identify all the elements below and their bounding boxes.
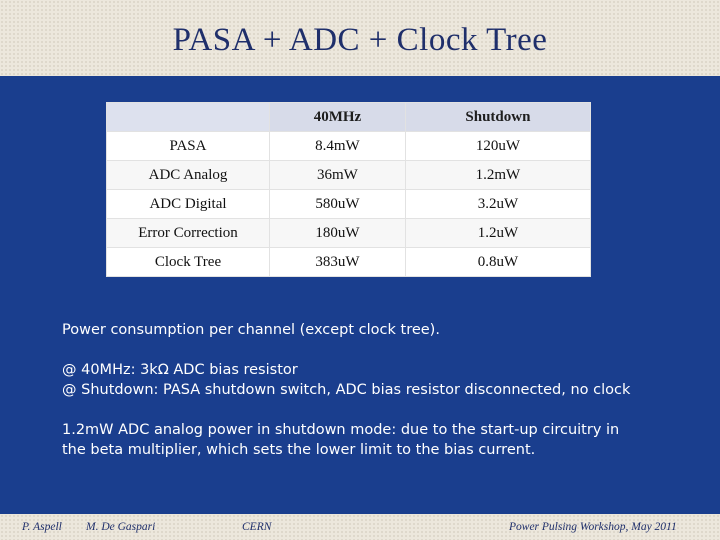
footer-author-aspell: P. Aspell xyxy=(22,521,62,533)
row-label: ADC Digital xyxy=(107,190,270,219)
note-40mhz: @ 40MHz: 3kΩ ADC bias resistor xyxy=(62,362,298,378)
table-header-shutdown: Shutdown xyxy=(405,103,590,132)
cell-40mhz: 383uW xyxy=(270,248,406,277)
note-shutdown: @ Shutdown: PASA shutdown switch, ADC bias resistor disconnected, no clock xyxy=(62,382,631,398)
table-row xyxy=(107,248,591,277)
cell-shutdown: 0.8uW xyxy=(405,248,590,277)
cell-shutdown: 1.2uW xyxy=(405,219,590,248)
table-row xyxy=(107,219,591,248)
table-row xyxy=(107,190,591,219)
cell-40mhz: 8.4mW xyxy=(270,132,406,161)
note-spacer xyxy=(62,400,702,420)
row-label: PASA xyxy=(107,132,270,161)
cell-shutdown: 1.2mW xyxy=(405,161,590,190)
row-label: ADC Analog xyxy=(107,161,270,190)
cell-40mhz: 36mW xyxy=(270,161,406,190)
cell-40mhz: 180uW xyxy=(270,219,406,248)
footer-org: CERN xyxy=(242,521,272,533)
note-adc-analog-line1: 1.2mW ADC analog power in shutdown mode: due to the start-up circuitry in xyxy=(62,422,620,438)
footer-event: Power Pulsing Workshop, May 2011 xyxy=(509,521,677,533)
table-header-blank xyxy=(107,103,270,132)
table-row xyxy=(107,161,591,190)
table-header-row xyxy=(107,103,591,132)
footer-author-degaspari: M. De Gaspari xyxy=(86,521,156,533)
slide-title: PASA + ADC + Clock Tree xyxy=(172,22,548,58)
note-adc-analog-line2: the beta multiplier, which sets the lower limit to the bias current. xyxy=(62,442,536,458)
power-table xyxy=(106,102,591,277)
cell-40mhz: 580uW xyxy=(270,190,406,219)
notes-block xyxy=(62,320,702,460)
table-header-40mhz: 40MHz xyxy=(270,103,406,132)
cell-shutdown: 3.2uW xyxy=(405,190,590,219)
cell-shutdown: 120uW xyxy=(405,132,590,161)
note-spacer xyxy=(62,340,702,360)
table-row xyxy=(107,132,591,161)
row-label: Error Correction xyxy=(107,219,270,248)
note-power-consumption: Power consumption per channel (except clock tree). xyxy=(62,322,440,338)
row-label: Clock Tree xyxy=(107,248,270,277)
